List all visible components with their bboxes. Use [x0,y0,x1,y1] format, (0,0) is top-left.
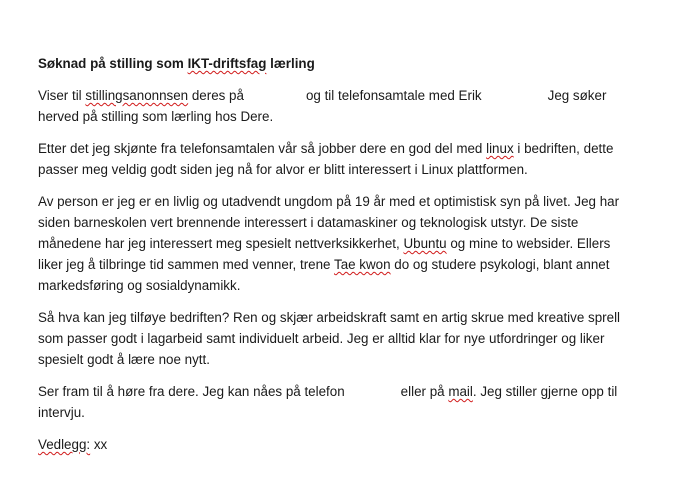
text-run: deres på [188,88,244,103]
text-run: do og studere psykologi, blant annet [390,257,610,272]
misspelled-word: Ubuntu [403,236,447,251]
text-run: Etter det jeg skjønte fra telefonsamtalen vår så jobber dere en god del med [38,141,487,156]
letter-title [38,53,638,74]
title-part-3: lærling [266,56,315,71]
paragraph-line: Så hva kan jeg tilføye bedriften? Ren og skjær arbeidskraft samt en artig skrue med kreative sprell [38,310,621,325]
text-run: . Jeg stiller gjerne opp til [472,384,618,399]
paragraph-intro [38,85,638,127]
misspelled-word: Tae kwon [334,257,391,272]
paragraph-linux [38,138,638,180]
paragraph-line [38,85,638,106]
paragraph-line: passer meg veldig godt siden jeg nå for alvor er blitt interessert i Linux plattformen. [38,162,528,177]
text-run: og mine to websider. Ellers [446,236,611,251]
misspelled-word: mail [448,384,473,399]
text-run: Ser fram til å høre fra dere. Jeg kan nåes på telefon [38,384,345,399]
paragraph-about-me [38,191,638,296]
paragraph-line: intervju. [38,405,85,420]
text-run: månedene har jeg interessert meg spesielt nettverksikkerhet, [38,236,404,251]
text-run: Viser til [38,88,86,103]
attachment-label: Vedlegg: [38,437,91,452]
misspelled-word: linux [486,141,514,156]
paragraph-line: siden barneskolen vert brennende interessert i datamaskiner og teknologisk utstyr. De siste [38,215,579,230]
paragraph-line [38,381,638,402]
misspelled-word: stillingsanonnsen [85,88,189,103]
paragraph-contribution [38,307,638,370]
text-run: liker jeg å tilbringe tid sammen med venner, trene [38,257,334,272]
attachment-line [38,434,638,455]
title-part-1: Søknad på stilling som [38,56,188,71]
paragraph-line: Av person er jeg er en livlig og utadvendt ungdom på 19 år med et optimistisk syn på livet. Jeg har [38,194,620,209]
letter-body [38,53,638,466]
attachment-value: xx [90,437,108,452]
text-run: Jeg søker [547,88,607,103]
paragraph-line: som passer godt i lagarbeid samt individuelt arbeid. Jeg er alltid klar for nye utfordringer og liker [38,331,605,346]
title-misspelled-word: IKT-driftsfag [187,56,267,71]
paragraph-closing [38,381,638,423]
paragraph-line: markedsføring og sosialdynamikk. [38,278,241,293]
text-run: i bedriften, dette [513,141,614,156]
paragraph-line [38,138,638,159]
paragraph-line: herved på stilling som lærling hos Dere. [38,109,274,124]
paragraph-line: spesielt godt å lære noe nytt. [38,352,210,367]
paragraph-line [38,254,638,275]
text-run: og til telefonsamtale med Erik [305,88,482,103]
paragraph-line [38,233,638,254]
text-run: eller på [400,384,449,399]
